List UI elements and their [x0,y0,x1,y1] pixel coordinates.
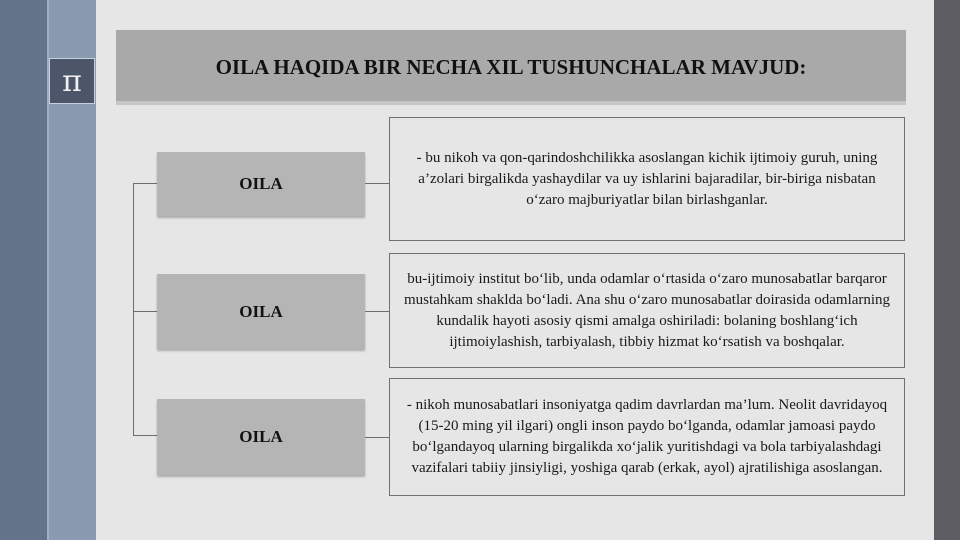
connector-line-2 [365,311,389,312]
slide-title: OILA HAQIDA BIR NECHA XIL TUSHUNCHALAR MAVJUD: [215,55,807,79]
description-text-2: bu-ijtimoiy institut bo‘lib, unda odamlar o‘rtasida o‘zaro munosabatlar barqaror mustahkam shaklda bo‘ladi. Ana shu o‘zaro munosabatlar doirasida odamlarning kundalik hayoti asosiy qismi amalga oshiriladi: bolaning boshlang‘ich ijtimoiylashish, tarbiyalash, tibbiy hizmat ko‘rsatish va boshqalar. [403,270,891,350]
label-text-2: OILA [239,301,283,321]
label-box-2 [157,274,365,349]
label-box-3 [157,399,365,475]
title-bar [116,30,906,105]
pi-symbol: π [62,63,82,99]
label-text-3: OILA [239,427,283,446]
tree-branch-line-2 [133,311,157,312]
tree-trunk-line [133,183,134,435]
description-box-2 [389,253,905,368]
tree-branch-line-3 [133,435,157,436]
description-text-1: - bu nikoh va qon-qarindoshchilikka asoslangan kichik ijtimoiy guruh, uning a’zolari birgalikda yashaydilar va uy ishlarini bajaradilar, bir-biriga nisbatan o‘zaro majburiyatlar bilan birlashganlar. [416,149,878,208]
right-decorative-band [934,0,960,540]
connector-line-3 [365,437,389,438]
description-box-3 [389,378,905,496]
pi-icon [49,58,95,104]
description-box-1 [389,117,905,241]
label-text-1: OILA [239,174,283,193]
connector-line-1 [365,183,389,184]
description-text-3: - nikoh munosabatlari insoniyatga qadim davrlardan ma’lum. Neolit davridayoq (15-20 ming yil ilgari) ongli inson paydo bo‘lganda, odamlar jamoasi paydo bo‘lgandayoq ularning birgalikda xo‘jalik yuritishdagi va bola tarbiyalashdagi vazifalari tabiiy jinsiyligi, yoshiga qarab (erkak, ayol) ajratilishiga asoslangan. [406,397,888,476]
label-box-1 [157,152,365,216]
tree-branch-line-1 [133,183,157,184]
